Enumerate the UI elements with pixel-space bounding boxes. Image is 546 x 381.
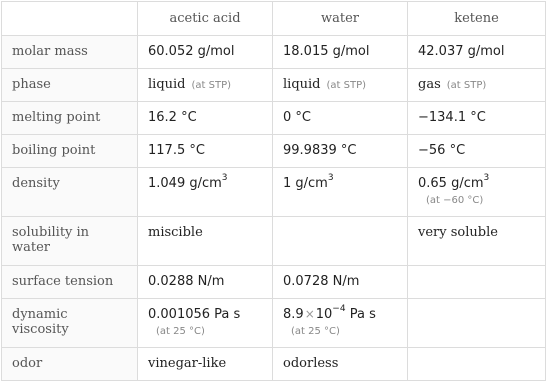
properties-table — [1, 1, 546, 381]
table-row — [2, 348, 546, 381]
row-label — [2, 299, 138, 348]
times-symbol: × — [304, 307, 315, 321]
condition-note: (at STP) — [326, 80, 367, 91]
table-row — [2, 135, 546, 168]
phase-text: liquid — [283, 77, 321, 92]
cell-value: vinegar-like — [138, 348, 273, 381]
row-label — [2, 217, 138, 266]
header-acetic-acid: acetic acid — [138, 2, 273, 36]
superscript: −4 — [332, 303, 346, 314]
condition-note: (at 25 °C) — [156, 326, 205, 337]
superscript: 3 — [221, 172, 228, 183]
row-label: boiling point — [2, 135, 138, 168]
cell-value — [408, 69, 546, 102]
cell-value — [273, 168, 408, 217]
row-label-line1: dynamic — [12, 307, 68, 322]
cell-value: 0.0728 N/m — [273, 266, 408, 299]
cell-value: −56 °C — [408, 135, 546, 168]
cell-value: very soluble — [408, 217, 546, 266]
cell-value — [408, 348, 546, 381]
row-label: odor — [2, 348, 138, 381]
table-row — [2, 217, 546, 266]
superscript: 3 — [327, 172, 334, 183]
row-label: surface tension — [2, 266, 138, 299]
cell-value: 0.0288 N/m — [138, 266, 273, 299]
viscosity-base: 10 — [315, 307, 333, 322]
cell-value: miscible — [138, 217, 273, 266]
condition-note: (at STP) — [446, 80, 487, 91]
row-label: molar mass — [2, 36, 138, 69]
table-row — [2, 266, 546, 299]
table-row — [2, 168, 546, 217]
viscosity-mantissa: 8.9 — [283, 307, 304, 322]
cell-value — [408, 299, 546, 348]
cell-value: 18.015 g/mol — [273, 36, 408, 69]
condition-note: (at 25 °C) — [291, 326, 340, 337]
cell-value — [138, 168, 273, 217]
density-value: 1.049 g/cm — [148, 176, 222, 191]
cell-value: 117.5 °C — [138, 135, 273, 168]
viscosity-value: 0.001056 Pa s — [148, 307, 241, 322]
superscript: 3 — [483, 172, 490, 183]
phase-text: liquid — [148, 77, 186, 92]
cell-value — [408, 266, 546, 299]
cell-value: 60.052 g/mol — [138, 36, 273, 69]
condition-note: (at STP) — [191, 80, 232, 91]
row-label: phase — [2, 69, 138, 102]
row-label-line2: water — [12, 240, 51, 255]
row-label: melting point — [2, 102, 138, 135]
cell-value: 42.037 g/mol — [408, 36, 546, 69]
cell-value: −134.1 °C — [408, 102, 546, 135]
table-row — [2, 36, 546, 69]
cell-value: 99.9839 °C — [273, 135, 408, 168]
condition-note: (at −60 °C) — [426, 195, 484, 206]
header-row — [2, 2, 546, 36]
cell-value: odorless — [273, 348, 408, 381]
viscosity-unit: Pa s — [345, 307, 376, 322]
density-value: 0.65 g/cm — [418, 176, 484, 191]
cell-value — [408, 168, 546, 217]
phase-text: gas — [418, 77, 441, 92]
cell-value — [138, 69, 273, 102]
header-empty — [2, 2, 138, 36]
row-label: density — [2, 168, 138, 217]
cell-value — [273, 69, 408, 102]
cell-value — [138, 299, 273, 348]
header-ketene: ketene — [408, 2, 546, 36]
cell-value — [273, 217, 408, 266]
table-row — [2, 299, 546, 348]
density-value: 1 g/cm — [283, 176, 328, 191]
cell-value: 16.2 °C — [138, 102, 273, 135]
row-label-line1: solubility in — [12, 225, 90, 240]
cell-value: 0 °C — [273, 102, 408, 135]
table-row — [2, 69, 546, 102]
header-water: water — [273, 2, 408, 36]
table-row — [2, 102, 546, 135]
row-label-line2: viscosity — [12, 322, 69, 337]
cell-value — [273, 299, 408, 348]
